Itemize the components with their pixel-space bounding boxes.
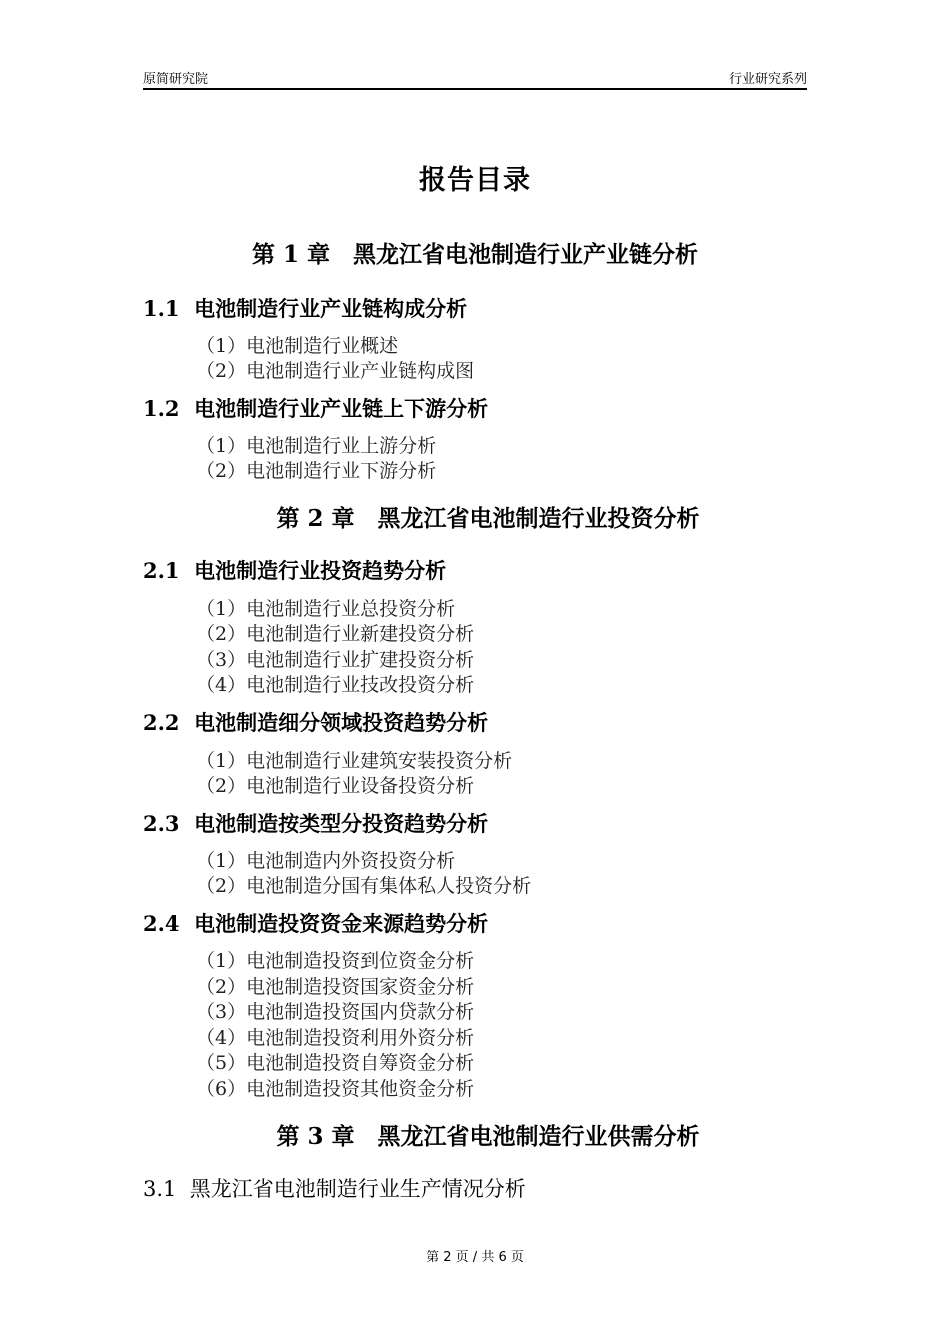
- toc-item: （1）电池制造行业上游分析: [196, 435, 437, 457]
- toc-item: （1）电池制造投资到位资金分析: [196, 950, 475, 972]
- page-title: 报告目录: [419, 165, 531, 196]
- header-series-name: 行业研究系列: [728, 72, 807, 87]
- toc-item: （3）电池制造行业扩建投资分析: [196, 649, 475, 671]
- section-2-1-heading: 2.1 电池制造行业投资趋势分析: [143, 558, 447, 583]
- toc-item: （1）电池制造行业建筑安装投资分析: [196, 750, 513, 772]
- header-org-name: 原简研究院: [143, 72, 209, 87]
- toc-item: （1）电池制造内外资投资分析: [196, 850, 456, 872]
- toc-item: （1）电池制造行业概述: [196, 335, 399, 357]
- toc-item: （2）电池制造投资国家资金分析: [196, 976, 475, 998]
- toc-item: （3）电池制造投资国内贷款分析: [196, 1001, 475, 1023]
- toc-item: （2）电池制造行业设备投资分析: [196, 775, 475, 797]
- section-3-1-heading: 3.1 黑龙江省电池制造行业生产情况分析: [143, 1177, 526, 1201]
- toc-item: （4）电池制造投资利用外资分析: [196, 1027, 475, 1049]
- section-1-2-heading: 1.2 电池制造行业产业链上下游分析: [143, 396, 489, 421]
- section-2-2-heading: 2.2 电池制造细分领域投资趋势分析: [143, 710, 489, 735]
- toc-item: （2）电池制造行业产业链构成图: [196, 360, 475, 382]
- chapter-2-heading: 第 2 章 黑龙江省电池制造行业投资分析: [276, 505, 700, 532]
- section-1-1-heading: 1.1 电池制造行业产业链构成分析: [143, 296, 468, 321]
- section-2-3-heading: 2.3 电池制造按类型分投资趋势分析: [143, 811, 489, 836]
- toc-item: （1）电池制造行业总投资分析: [196, 598, 456, 620]
- toc-item: （2）电池制造分国有集体私人投资分析: [196, 875, 532, 897]
- page-number: 第 2 页 / 共 6 页: [426, 1250, 524, 1265]
- chapter-3-heading: 第 3 章 黑龙江省电池制造行业供需分析: [276, 1123, 700, 1150]
- toc-item: （4）电池制造行业技改投资分析: [196, 674, 475, 696]
- chapter-1-heading: 第 1 章 黑龙江省电池制造行业产业链分析: [251, 241, 699, 268]
- section-2-4-heading: 2.4 电池制造投资资金来源趋势分析: [143, 911, 489, 936]
- toc-item: （2）电池制造行业新建投资分析: [196, 623, 475, 645]
- toc-item: （6）电池制造投资其他资金分析: [196, 1078, 475, 1100]
- page-header: [143, 64, 807, 90]
- toc-item: （5）电池制造投资自筹资金分析: [196, 1052, 475, 1074]
- toc-item: （2）电池制造行业下游分析: [196, 460, 437, 482]
